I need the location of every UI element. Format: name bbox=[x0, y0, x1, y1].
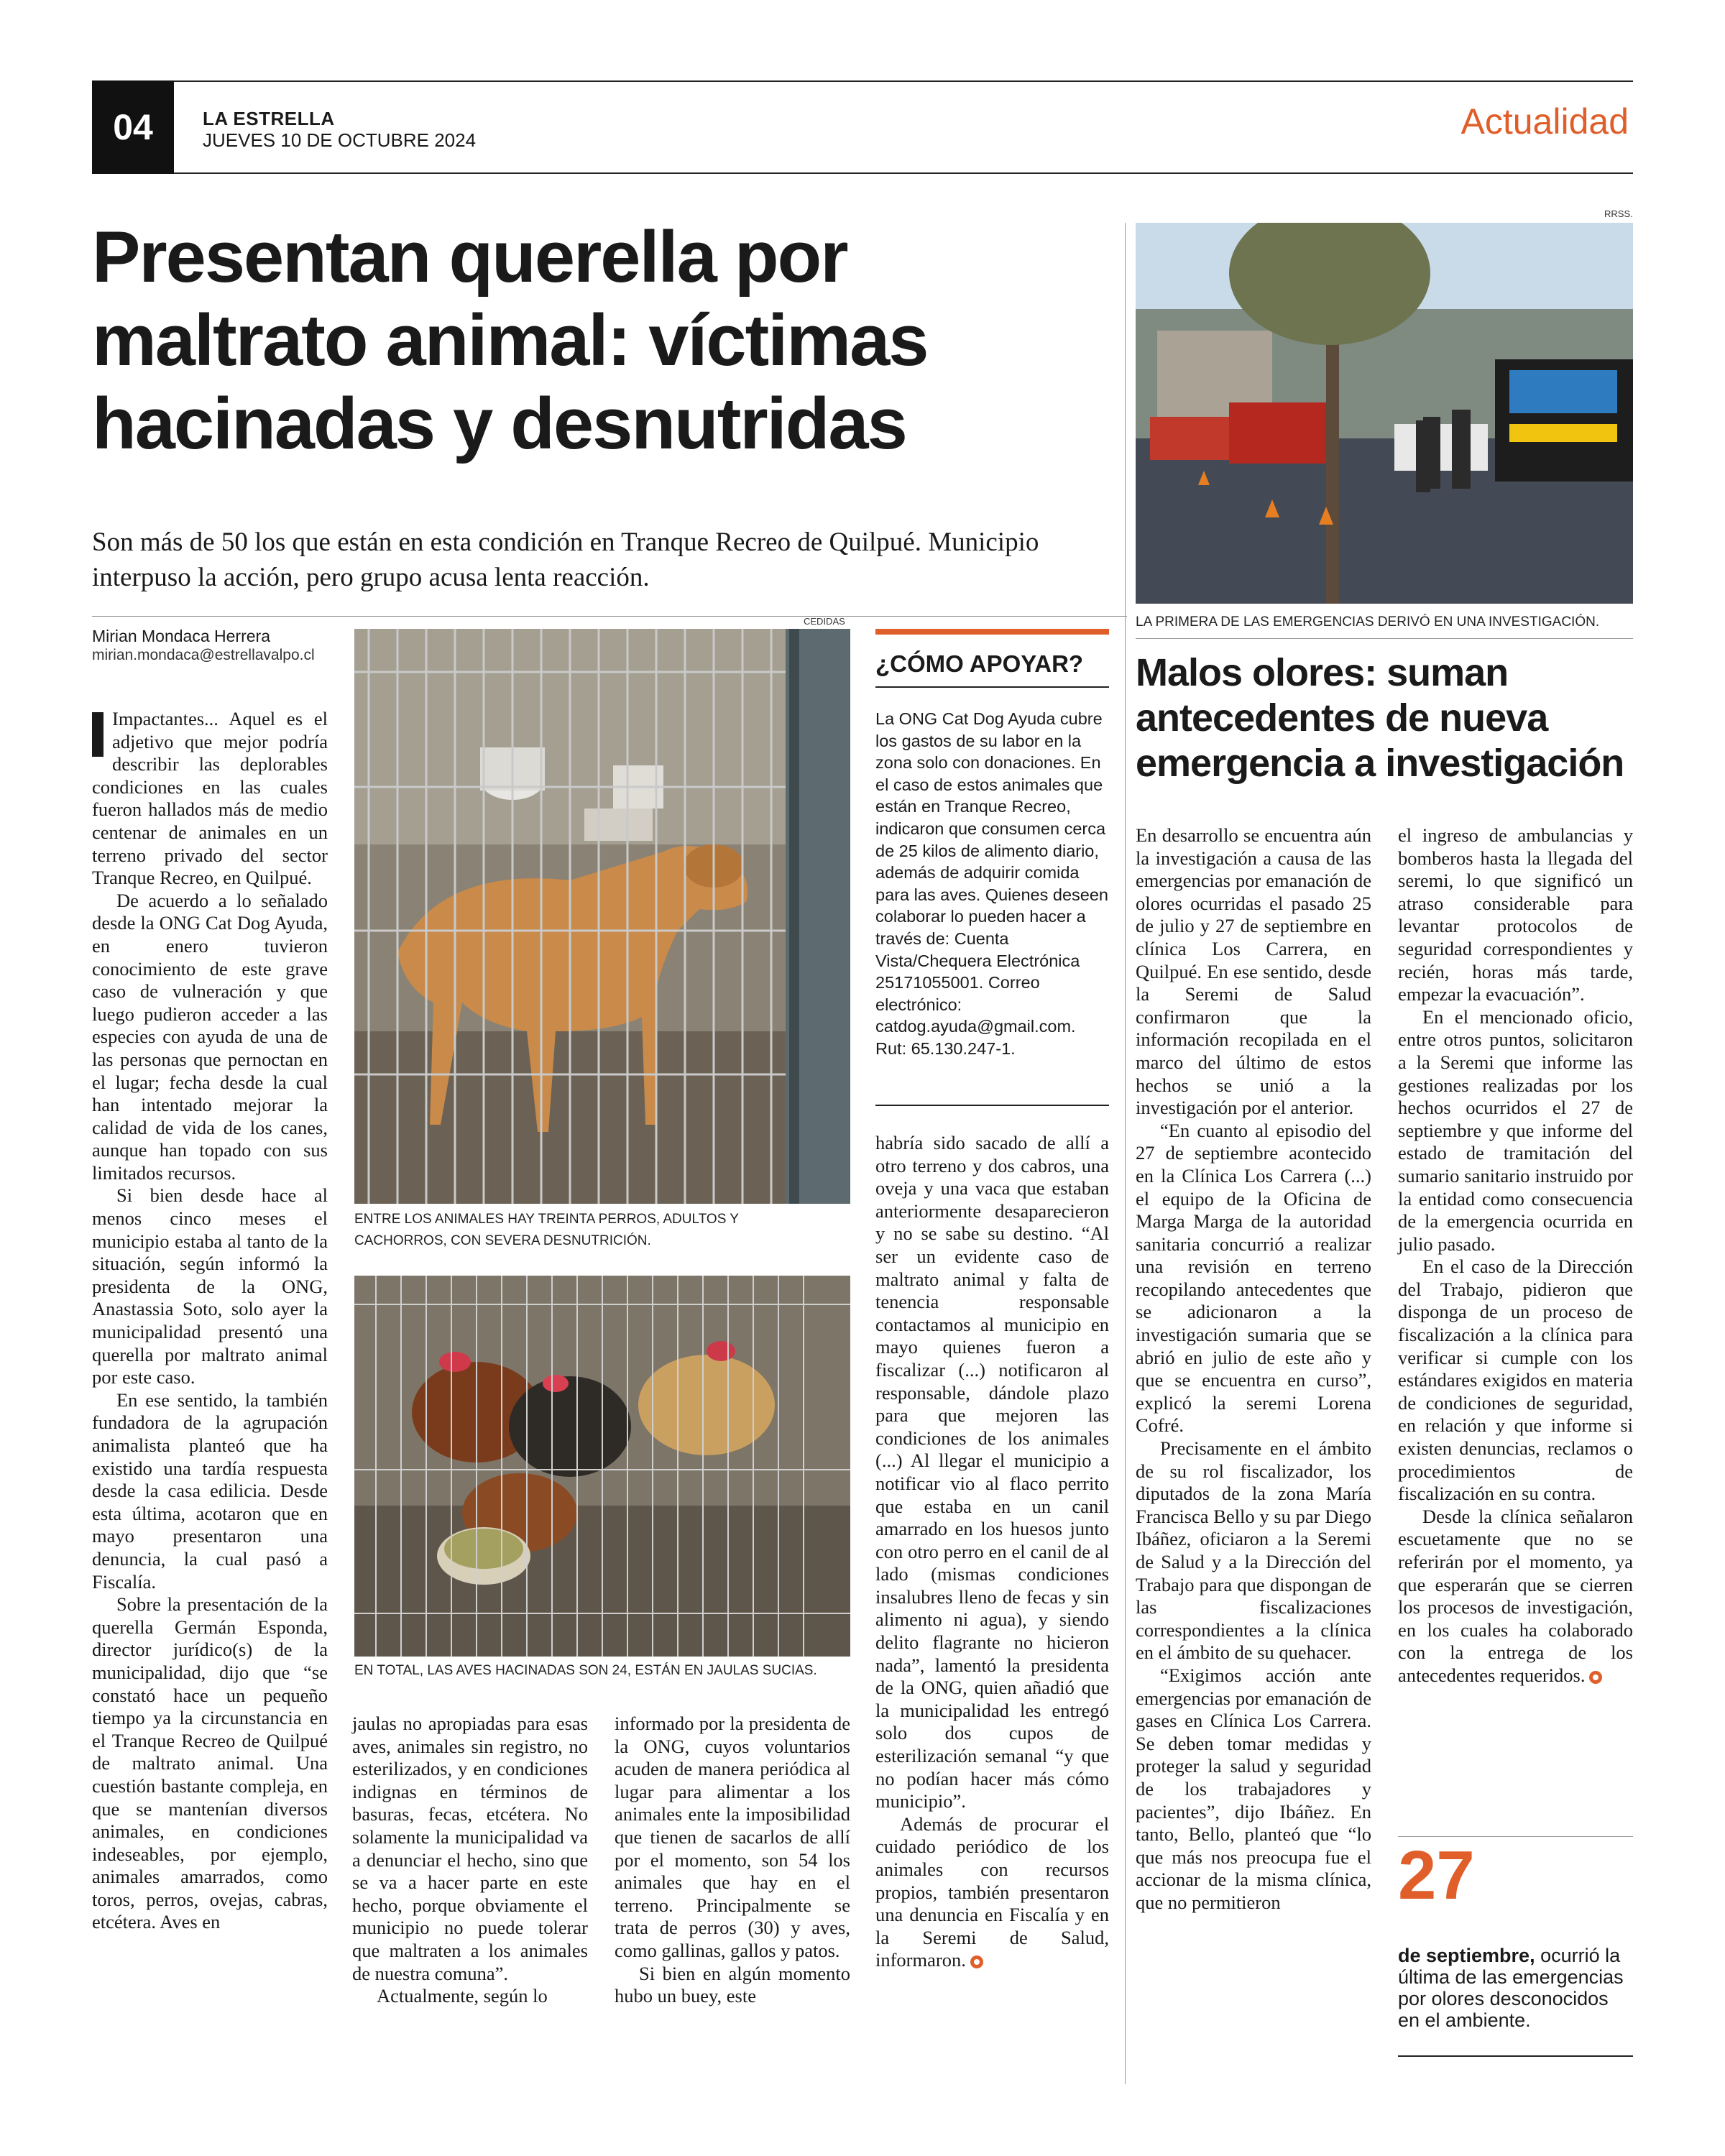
byline-rule bbox=[92, 616, 1127, 617]
main-column-2 bbox=[352, 1713, 588, 2008]
drop-cap-bar bbox=[92, 712, 104, 757]
end-of-article-icon bbox=[1589, 1671, 1602, 1684]
paragraph: Si bien en algún momento hubo un buey, este bbox=[615, 1962, 850, 2007]
main-headline: Presentan querella por maltrato animal: víctimas hacinadas y desnutridas bbox=[92, 217, 928, 464]
dog-cage-illustration bbox=[354, 629, 850, 1204]
paragraph: Sobre la presentación de la querella Germán Esponda, director jurídico(s) de la municipalidad, dijo que “se constató hace un pequeño tiempo ya la circunstancia en el Tranque Recreo de Quilpué de maltrato animal. Una cuestión bastante compleja, en que se mantenían diversos animales, en condiciones indeseables, por ejemplo, animales amarrados, como toros, perros, ovejas, cabras, etcétera. Aves en bbox=[92, 1593, 328, 1933]
photo-credit: CEDIDAS bbox=[804, 616, 845, 627]
end-of-article-icon bbox=[970, 1955, 983, 1968]
paragraph: En el caso de la Dirección del Trabajo, pidieron que disponga de un proceso de fiscalización a la clínica para verificar si cumple con los estándares exigidos en materia de condiciones de seguridad, en relación y que informe si existen denuncias, reclamos o procedimientos de fiscalización en su contra. bbox=[1398, 1256, 1633, 1505]
emergency-scene-photo bbox=[1136, 223, 1633, 604]
box-bottom-rule bbox=[875, 1105, 1109, 1106]
paragraph: De acuerdo a lo señalado desde la ONG Cat Dog Ayuda, en enero tuvieron conocimiento de este grave caso de vulneración y que luego pudieron acceder a las especies con ayuda de una de las personas que pernoctan en el lugar; fecha desde la cual han intentado mejorar la calidad de vida de los canes, aunque han topado con sus limitados recursos. bbox=[92, 889, 328, 1184]
side-photo-caption: LA PRIMERA DE LAS EMERGENCIAS DERIVÓ EN UNA INVESTIGACIÓN. bbox=[1136, 614, 1600, 630]
paragraph: En ese sentido, la también fundadora de la agrupación animalista planteó que ha existido una tardía respuesta desde la casa edilicia. Desde esta última, acotaron que en mayo presentaron una denuncia, la cual pasó a Fiscalía. bbox=[92, 1388, 328, 1593]
paragraph: Precisamente en el ámbito de su rol fiscalizador, los diputados de la zona María Francisca Bello y su par Diego Ibáñez, oficiaron a la Seremi de Salud y a la Dirección del Trabajo para que dispongan de las fiscalizaciones correspondientes a la clínica en el ámbito de su quehacer. bbox=[1136, 1437, 1371, 1664]
paragraph: Impactantes... Aquel es el adjetivo que mejor podría describir las deplorables condiciones en las cuales fueron hallados más de medio centenar de animales en un terreno privado del sector Tranque Recreo, en Quilpué. bbox=[92, 708, 328, 889]
side-photo-credit: RRSS. bbox=[1604, 208, 1633, 219]
paragraph: el ingreso de ambulancias y bomberos hasta la llegada del seremi, lo que significó un atraso considerable para levantar protocolos de seguridad correspondientes y recién, horas más tarde, empezar la evacuación”. bbox=[1398, 824, 1633, 1005]
side-caption-rule bbox=[1136, 638, 1633, 639]
paragraph: Actualmente, según lo bbox=[377, 1985, 548, 2007]
paragraph: En el mencionado oficio, entre otros puntos, solicitaron a la Seremi que informe las gestiones realizadas por los hechos ocurridos el 27 de septiembre y que informe del estado de tramitación del sumario sanitario instruido por la entidad como consecuencia de la emergencia ocurrida en julio pasado. bbox=[1398, 1005, 1633, 1255]
paragraph: Además de procurar el cuidado periódico de los animales con recursos propios, también presentaron una denuncia en Fiscalía y en la Seremi de Salud, informaron. bbox=[875, 1812, 1109, 1971]
stat-number: 27 bbox=[1398, 1837, 1475, 1914]
side-column-2 bbox=[1398, 824, 1633, 1687]
header-top-rule bbox=[92, 80, 1633, 82]
dog-cage-photo bbox=[354, 629, 850, 1204]
main-column-4 bbox=[875, 1132, 1109, 1972]
side-divider bbox=[1125, 223, 1126, 2084]
paragraph: informado por la presidenta de la ONG, cuyos voluntarios acuden de manera periódica al lugar para alimentar a los animales ente la imposibilidad que tienen de sacarlos de allí por el momento, son 54 los animales que hay en el terreno. Principalmente se trata de perros (30) y aves, como gallinas, gallos y patos. bbox=[615, 1713, 850, 1961]
paragraph: “En cuanto al episodio del 27 de septiembre acontecido en la Clínica Los Carrera (...) el equipo de la Oficina de Marga Marga de la autoridad sanitaria concurrió a realizar una revisión en terreno recopilando antecedentes que se adicionaron a la investigación sumaria que se abrió en julio de este año y que se encuentra en curso”, explicó la seremi Lorena Cofré. bbox=[1136, 1119, 1371, 1437]
stat-text: de septiembre, ocurrió la última de las emergencias por olores desconocidos en el ambiente. bbox=[1398, 1945, 1624, 2031]
photo-caption-birds: EN TOTAL, LAS AVES HACINADAS SON 24, ESTÁN EN JAULAS SUCIAS. bbox=[354, 1663, 817, 1678]
main-subhead: Son más de 50 los que están en esta condición en Tranque Recreo de Quilpué. Municipio interpuso la acción, pero grupo acusa lenta reacción. bbox=[92, 528, 1039, 592]
side-column-1 bbox=[1136, 824, 1371, 1915]
emergency-scene-illustration bbox=[1136, 223, 1633, 604]
newspaper-name: LA ESTRELLA bbox=[203, 108, 335, 129]
issue-date: JUEVES 10 DE OCTUBRE 2024 bbox=[203, 129, 477, 151]
section-label: Actualidad bbox=[1460, 101, 1629, 142]
birds-cage-illustration bbox=[354, 1276, 850, 1657]
author-email: mirian.mondaca@estrellavalpo.cl bbox=[92, 647, 315, 663]
birds-cage-photo bbox=[354, 1276, 850, 1657]
box-title-rule bbox=[875, 686, 1109, 688]
page-number: 04 bbox=[92, 80, 174, 174]
side-headline: Malos olores: suman antecedentes de nueva emergencia a investigación bbox=[1136, 651, 1624, 785]
main-column-3 bbox=[615, 1713, 850, 2008]
box-body: La ONG Cat Dog Ayuda cubre los gastos de su labor en la zona solo con donaciones. En el caso de estos animales que están en Tranque Recreo, indicaron que consumen cerca de 25 kilos de alimento diario, además de adquirir comida para las aves. Quienes deseen colaborar lo pueden hacer a través de: Cuenta Vista/Chequera Electrónica 25171055001. Correo electrónico: catdog.ayuda@gmail.com. Rut: 65.130.247-1. bbox=[875, 709, 1108, 1058]
author-name: Mirian Mondaca Herrera bbox=[92, 627, 270, 645]
paragraph: Desde la clínica señalaron escuetamente que no se referirán por el momento, ya que esperarán que se cierren los procesos de investigación, en los cuales ha colaborado con la entrega de los antecedentes requeridos. bbox=[1398, 1505, 1633, 1686]
header-bottom-rule bbox=[92, 172, 1633, 174]
paragraph: “Exigimos acción ante emergencias por emanación de gases en Clínica Los Carrera. Se deben tomar medidas y proteger la salud y seguridad de los trabajadores y pacientes”, dijo Ibáñez. En tanto, Bello, planteó que “lo que más nos preocupa fue el accionar de la misma clínica, que no permitieron bbox=[1136, 1664, 1371, 1913]
paragraph: Si bien desde hace al menos cinco meses el municipio estaba al tanto de la situación, según informó la presidenta de la ONG, Anastassia Soto, solo ayer la municipalidad presentó una querella por maltrato animal por este caso. bbox=[92, 1184, 328, 1388]
paragraph: jaulas no apropiadas para esas aves, animales sin registro, no esterilizados, y en condiciones indignas en términos de basuras, fecas, etcétera. No solamente la municipalidad va a denunciar el hecho, sino que se va a hacer parte en este hecho, porque obviamente el municipio no puede tolerar que maltraten a los animales de nuestra comuna”. bbox=[352, 1713, 588, 1984]
box-top-rule bbox=[875, 629, 1109, 635]
main-column-1 bbox=[92, 708, 328, 1934]
paragraph: En desarrollo se encuentra aún la investigación a causa de las emergencias por emanación de olores ocurridas el pasado 25 de julio y 27 de septiembre en clínica Los Carrera, en Quilpué. En ese sentido, desde la Seremi de Salud confirmaron que la información recopilada en el marco del último de estos hechos se unió a la investigación por el anterior. bbox=[1136, 824, 1371, 1119]
paragraph: habría sido sacado de allí a otro terreno y dos cabros, una oveja y una vaca que estaban anteriormente desaparecieron y no se sabe su destino. “Al ser un evidente caso de maltrato animal y falta de tenencia responsable contactamos al municipio en mayo quienes fueron a fiscalizar (...) notificaron al responsable, dándole plazo para que mejoren las condiciones de los animales (...) Al llegar el municipio a notificar vio al flaco perrito que estaba en un canil amarrado en los huesos junto con otro perro en el canil de al lado (mismas condiciones insalubres lleno de fecas y sin alimento ni agua), y siendo delito flagrante no hicieron nada”, lamentó la presidenta de la ONG, quien añadió que la municipalidad les entregó solo dos cupos de esterilización semanal “y que no podían hacer más cómo municipio”. bbox=[875, 1132, 1109, 1812]
box-title: ¿CÓMO APOYAR? bbox=[875, 650, 1084, 677]
photo-caption-dog: ENTRE LOS ANIMALES HAY TREINTA PERROS, ADULTOS Y CACHORROS, CON SEVERA DESNUTRICIÓN. bbox=[354, 1212, 739, 1248]
stat-bottom-rule bbox=[1398, 2055, 1633, 2057]
